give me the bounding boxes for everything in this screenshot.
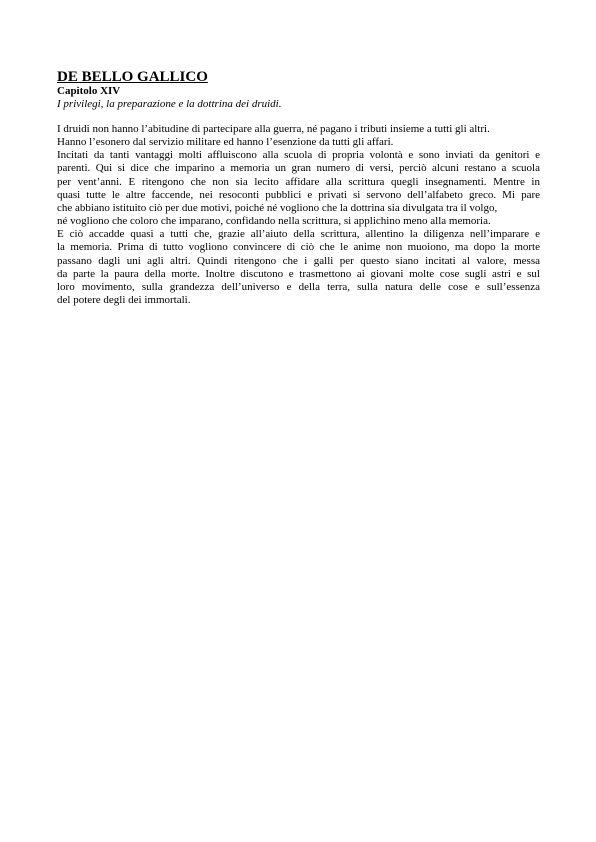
text-line: quasi tutte le altre faccende, nei resoconti pubblici e privati si servono dell’alfabeto greco. Mi pare: [57, 188, 540, 201]
text-line: passano dagli uni agli altri. Quindi ritengono che i galli per questo siano incitati al valore, messa: [57, 254, 540, 267]
text-line: Incitati da tanti vantaggi molti affluiscono alla scuola di propria volontà e sono inviati da genitori e: [57, 149, 540, 162]
text-line: I druidi non hanno l’abitudine di partecipare alla guerra, né pagano i tributi insieme a tutti gli altri.: [57, 123, 490, 135]
text-line: E ciò accadde quasi a tutti che, grazie all’aiuto della scrittura, allentino la diligenza nell’imparare e: [57, 228, 540, 241]
text-line: Hanno l’esonero dal servizio militare ed hanno l’esenzione da tutti gli affari.: [57, 136, 394, 149]
text-line: né vogliono che coloro che imparano, confidando nella scrittura, si applichino meno alla memoria.: [57, 215, 491, 228]
document-body: [57, 70, 540, 307]
text-line: del potere degli dei immortali.: [57, 294, 191, 307]
text-line: parenti. Qui si dice che imparino a memoria un gran numero di versi, perciò alcuni restano a scuola: [57, 162, 540, 175]
text-line: per vent’anni. E ritengono che non sia lecito affidare alla scrittura quegli insegnamenti. Mentre in: [57, 175, 540, 188]
text-line: che abbiano istituito ciò per due motivi, poiché né vogliono che la dottrina sia divulgata tra il volgo,: [57, 201, 498, 214]
text-line: loro movimento, sulla grandezza dell’universo e della terra, sulla natura delle cose e sull’essenza: [57, 280, 540, 293]
text-line: la memoria. Prima di tutto vogliono convincere di ciò che le anime non muoiono, ma dopo la morte: [57, 241, 540, 254]
document-title: DE BELLO GALLICO: [57, 69, 208, 85]
text-line: da parte la paura della morte. Inoltre discutono e trasmettono ai giovani molte cose sugli astri e sul: [57, 267, 540, 280]
chapter-heading: Capitolo XIV: [57, 85, 121, 97]
paragraph-text: [57, 123, 540, 307]
chapter-subtitle: I privilegi, la preparazione e la dottrina dei druidi.: [57, 98, 282, 110]
